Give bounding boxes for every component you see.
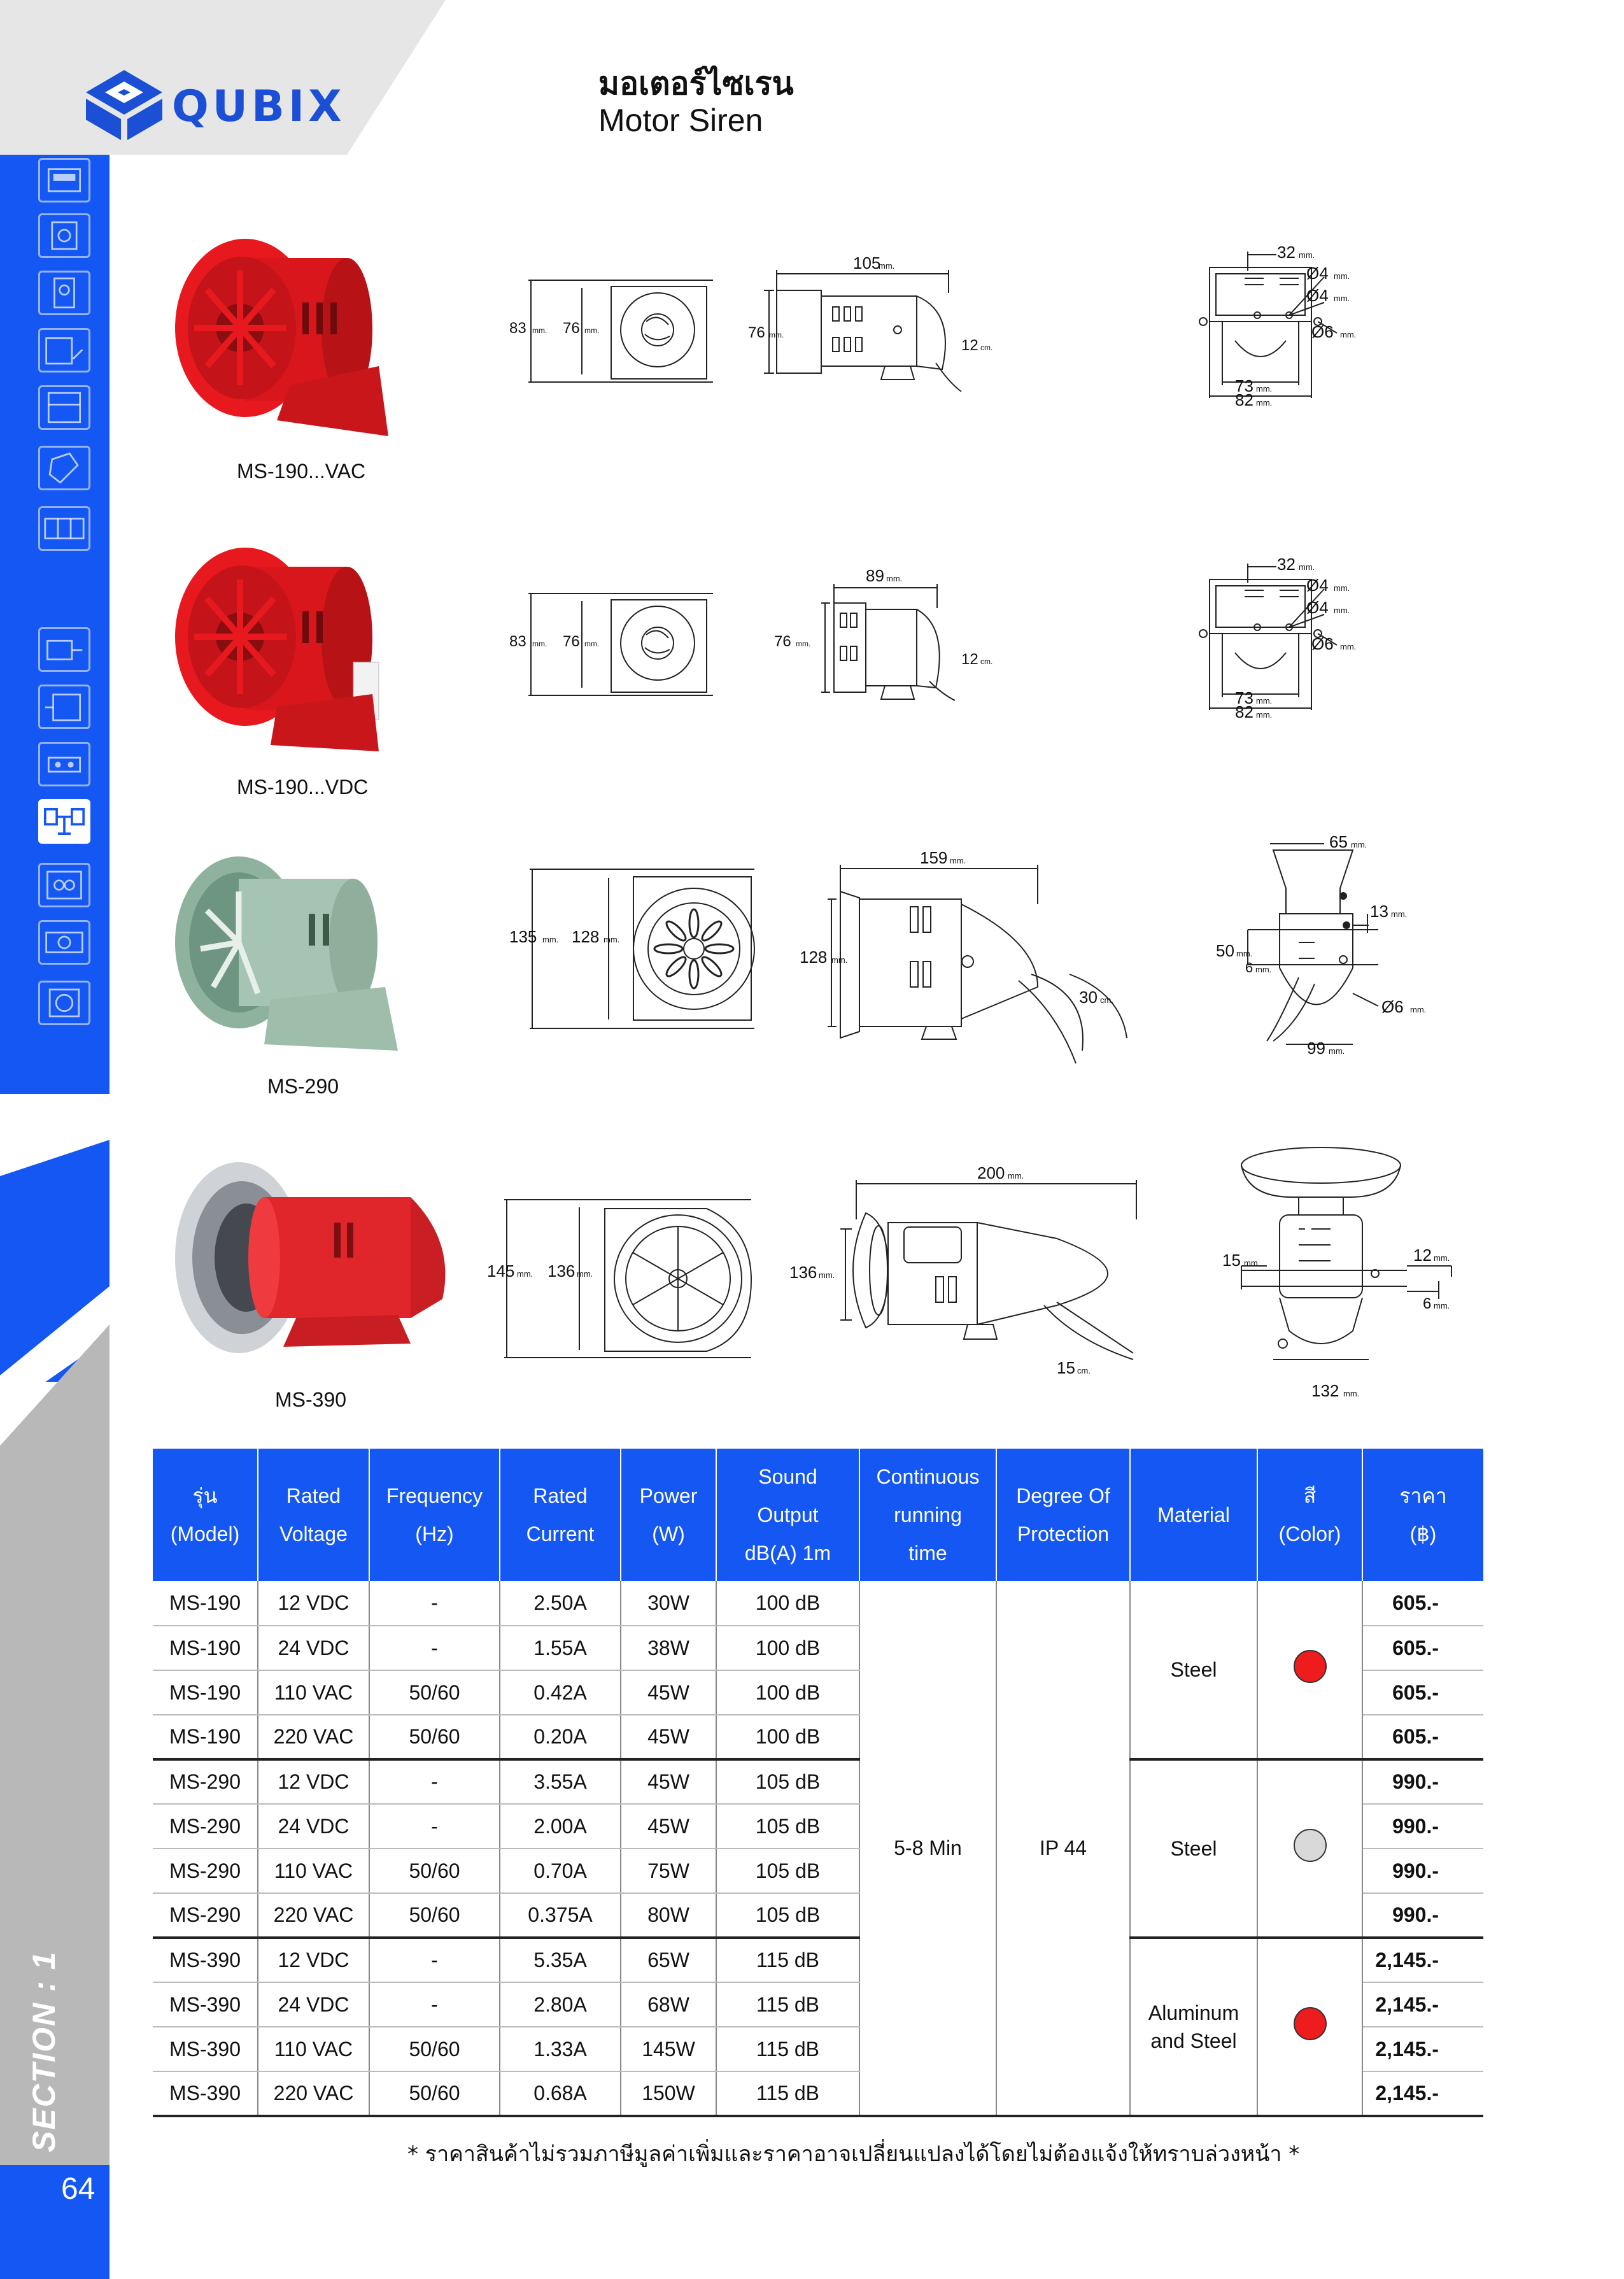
sidebar-relay-icon[interactable] <box>38 385 90 430</box>
ms-190-vdc-side-drawing <box>774 566 1006 716</box>
sidebar-timer-icon[interactable] <box>38 920 90 965</box>
power-cell: 145W <box>621 2027 716 2071</box>
price-cell: 2,145.- <box>1362 1982 1483 2027</box>
sound-cell: 100 dB <box>716 1581 859 1626</box>
price-cell: 605.- <box>1362 1581 1483 1626</box>
svg-text:mm.: mm. <box>1391 909 1408 919</box>
svg-text:89: 89 <box>866 566 884 585</box>
sound-cell: 115 dB <box>716 2071 859 2116</box>
voltage-cell: 220 VAC <box>258 2071 369 2116</box>
current-cell: 0.375A <box>500 1893 621 1938</box>
frequency-cell: - <box>369 1982 500 2027</box>
dim-height-outer: 83 <box>509 320 526 337</box>
protection-cell: IP 44 <box>996 1581 1130 2116</box>
power-cell: 75W <box>621 1849 716 1893</box>
sidebar-breaker-icon[interactable] <box>38 446 90 490</box>
svg-text:Ø4: Ø4 <box>1306 598 1329 617</box>
color-cell <box>1257 1938 1362 2116</box>
voltage-cell: 12 VDC <box>258 1759 369 1804</box>
svg-text:mm.: mm. <box>577 1269 593 1279</box>
ms-190-vdc-mount-drawing <box>1197 551 1401 726</box>
sidebar-limit-switch-icon[interactable] <box>38 685 90 729</box>
header-sound: Sound Output dB(A) 1m <box>716 1449 859 1581</box>
running-time-cell: 5-8 Min <box>859 1581 996 2116</box>
voltage-cell: 220 VAC <box>258 1893 369 1938</box>
svg-text:12: 12 <box>1413 1246 1432 1265</box>
voltage-cell: 12 VDC <box>258 1938 369 1982</box>
voltage-cell: 220 VAC <box>258 1715 369 1759</box>
model-cell: MS-290 <box>153 1804 258 1849</box>
current-cell: 2.80A <box>500 1982 621 2027</box>
svg-text:6: 6 <box>1423 1295 1432 1312</box>
product-caption: MS-190...VAC <box>237 460 366 483</box>
dim-cable: 12 <box>961 337 978 354</box>
current-cell: 1.55A <box>500 1626 621 1670</box>
material-cell: Steel <box>1130 1581 1257 1759</box>
svg-text:128: 128 <box>572 927 600 946</box>
header-price: ราคา (฿) <box>1362 1449 1483 1581</box>
svg-text:mm.: mm. <box>1334 271 1350 281</box>
svg-text:mm.: mm. <box>1334 606 1350 615</box>
ms-290-side-drawing <box>789 848 1146 1095</box>
sidebar-meter-icon[interactable] <box>38 158 90 202</box>
product-caption: MS-290 <box>267 1075 339 1098</box>
svg-text:Ø4: Ø4 <box>1306 576 1329 595</box>
ms-190-vac-side-drawing <box>748 253 1006 408</box>
header-color: สี (Color) <box>1257 1449 1362 1581</box>
model-cell: MS-290 <box>153 1849 258 1893</box>
svg-text:cm.: cm. <box>980 657 993 666</box>
price-cell: 2,145.- <box>1362 1938 1483 1982</box>
voltage-cell: 110 VAC <box>258 1670 369 1715</box>
svg-text:128: 128 <box>800 948 828 967</box>
table-row <box>153 1759 1483 1804</box>
color-cell <box>1257 1581 1362 1759</box>
svg-text:Ø6: Ø6 <box>1311 634 1334 653</box>
current-cell: 5.35A <box>500 1938 621 1982</box>
power-cell: 150W <box>621 2071 716 2116</box>
svg-text:32: 32 <box>1277 555 1296 574</box>
svg-text:76: 76 <box>563 633 580 650</box>
svg-text:cm.: cm. <box>980 343 993 352</box>
power-cell: 45W <box>621 1715 716 1759</box>
sidebar-switch-icon[interactable] <box>38 271 90 315</box>
price-cell: 990.- <box>1362 1893 1483 1938</box>
price-cell: 605.- <box>1362 1715 1483 1759</box>
sound-cell: 105 dB <box>716 1849 859 1893</box>
model-cell: MS-390 <box>153 1938 258 1982</box>
svg-text:mm.: mm. <box>1334 583 1350 593</box>
current-cell: 0.20A <box>500 1715 621 1759</box>
svg-text:13: 13 <box>1370 902 1388 921</box>
current-cell: 2.00A <box>500 1804 621 1849</box>
power-cell: 45W <box>621 1759 716 1804</box>
color-swatch-icon <box>1294 1650 1327 1683</box>
svg-text:mm.: mm. <box>584 639 600 648</box>
ms-190-vdc-photo <box>169 541 404 758</box>
color-swatch-icon <box>1294 1829 1327 1862</box>
sidebar-outlet-icon[interactable] <box>38 863 90 907</box>
sound-cell: 115 dB <box>716 1938 859 1982</box>
svg-text:mm.: mm. <box>886 574 903 583</box>
frequency-cell: 50/60 <box>369 1715 500 1759</box>
svg-text:82: 82 <box>1235 390 1253 409</box>
dim-top: 32 <box>1277 243 1296 262</box>
svg-text:mm.: mm. <box>584 326 600 335</box>
frequency-cell: 50/60 <box>369 2027 500 2071</box>
svg-text:12: 12 <box>961 651 978 668</box>
svg-text:mm.: mm. <box>532 639 547 648</box>
sound-cell: 100 dB <box>716 1715 859 1759</box>
svg-text:6: 6 <box>1245 960 1253 976</box>
svg-text:mm.: mm. <box>1256 696 1273 706</box>
svg-text:mm.: mm. <box>1255 965 1272 974</box>
ms-190-vac-photo <box>169 232 404 443</box>
svg-text:15: 15 <box>1222 1251 1241 1270</box>
ms-190-vdc-front-drawing <box>509 581 726 708</box>
color-cell <box>1257 1759 1362 1938</box>
ms-190-vac-mount-drawing <box>1197 239 1401 414</box>
header-material: Material <box>1130 1449 1257 1581</box>
svg-text:mm.: mm. <box>879 261 895 271</box>
svg-text:mm.: mm. <box>769 330 784 339</box>
model-cell: MS-390 <box>153 1982 258 2027</box>
sidebar-socket-icon[interactable] <box>38 213 90 258</box>
power-cell: 65W <box>621 1938 716 1982</box>
frequency-cell: 50/60 <box>369 1670 500 1715</box>
ms-290-mount-drawing <box>1210 831 1483 1086</box>
dim-height-inner: 76 <box>563 320 580 337</box>
model-cell: MS-390 <box>153 2071 258 2116</box>
svg-text:50: 50 <box>1216 941 1234 960</box>
power-cell: 30W <box>621 1581 716 1626</box>
svg-text:136: 136 <box>547 1261 575 1281</box>
sound-cell: 105 dB <box>716 1759 859 1804</box>
ms-290-front-drawing <box>509 863 777 1041</box>
voltage-cell: 12 VDC <box>258 1581 369 1626</box>
svg-text:mm.: mm. <box>831 955 848 965</box>
price-cell: 605.- <box>1362 1670 1483 1715</box>
svg-text:Ø6: Ø6 <box>1381 997 1404 1016</box>
current-cell: 3.55A <box>500 1759 621 1804</box>
sound-cell: 100 dB <box>716 1626 859 1670</box>
ms-390-side-drawing <box>777 1163 1159 1391</box>
svg-text:mm.: mm. <box>1340 330 1357 339</box>
spec-table <box>153 1449 1483 2117</box>
svg-text:cm.: cm. <box>1077 1366 1091 1375</box>
svg-text:mm.: mm. <box>542 935 559 944</box>
svg-text:mm.: mm. <box>1334 294 1350 303</box>
voltage-cell: 24 VDC <box>258 1626 369 1670</box>
model-cell: MS-190 <box>153 1715 258 1759</box>
frequency-cell: - <box>369 1759 500 1804</box>
material-cell: Aluminum and Steel <box>1130 1938 1257 2116</box>
sound-cell: 105 dB <box>716 1804 859 1849</box>
svg-text:mm.: mm. <box>532 326 547 335</box>
sidebar-connector-icon[interactable] <box>38 742 90 786</box>
sound-cell: 100 dB <box>716 1670 859 1715</box>
svg-text:mm.: mm. <box>1340 642 1357 651</box>
svg-text:mm.: mm. <box>1256 384 1273 394</box>
price-cell: 605.- <box>1362 1626 1483 1670</box>
frequency-cell: - <box>369 1581 500 1626</box>
price-cell: 990.- <box>1362 1849 1483 1893</box>
table-row <box>153 1938 1483 1982</box>
svg-text:mm.: mm. <box>1299 562 1315 572</box>
svg-text:cm.: cm. <box>1100 995 1113 1005</box>
frequency-cell: 50/60 <box>369 1849 500 1893</box>
sound-cell: 115 dB <box>716 1982 859 2027</box>
power-cell: 68W <box>621 1982 716 2027</box>
svg-text:mm.: mm. <box>1329 1046 1345 1056</box>
svg-text:73: 73 <box>1235 376 1253 395</box>
ms-390-mount-drawing <box>1203 1140 1496 1407</box>
svg-text:99: 99 <box>1307 1039 1325 1058</box>
svg-text:mm.: mm. <box>1410 1005 1427 1014</box>
sidebar-sensor-icon[interactable] <box>38 627 90 672</box>
svg-text:mm.: mm. <box>604 935 620 944</box>
header-protection: Degree Of Protection <box>996 1449 1130 1581</box>
model-cell: MS-390 <box>153 2027 258 2071</box>
frequency-cell: 50/60 <box>369 2071 500 2116</box>
svg-text:Ø4: Ø4 <box>1306 264 1329 283</box>
current-cell: 1.33A <box>500 2027 621 2071</box>
voltage-cell: 24 VDC <box>258 1804 369 1849</box>
svg-text:83: 83 <box>509 633 526 650</box>
current-cell: 0.70A <box>500 1849 621 1893</box>
svg-text:136: 136 <box>789 1263 817 1282</box>
svg-text:mm.: mm. <box>1236 949 1253 958</box>
power-cell: 80W <box>621 1893 716 1938</box>
dim-height: 76 <box>748 324 765 341</box>
svg-text:159: 159 <box>920 848 948 867</box>
svg-text:mm.: mm. <box>1256 710 1273 720</box>
power-cell: 38W <box>621 1626 716 1670</box>
svg-text:mm.: mm. <box>1244 1258 1260 1268</box>
svg-text:30: 30 <box>1079 988 1098 1007</box>
ms-390-front-drawing <box>484 1191 764 1369</box>
svg-text:73: 73 <box>1235 688 1253 707</box>
svg-text:Ø4: Ø4 <box>1306 286 1329 305</box>
header-running-time: Continuous running time <box>859 1449 996 1581</box>
power-cell: 45W <box>621 1670 716 1715</box>
svg-text:mm.: mm. <box>1434 1253 1450 1263</box>
sidebar-plug-icon[interactable] <box>38 981 90 1025</box>
svg-text:65: 65 <box>1329 832 1348 851</box>
sidebar-terminal-icon[interactable] <box>38 506 90 551</box>
page-number: 64 <box>61 2172 95 2206</box>
product-caption: MS-190...VDC <box>237 776 369 799</box>
current-cell: 0.42A <box>500 1670 621 1715</box>
price-cell: 2,145.- <box>1362 2071 1483 2116</box>
voltage-cell: 110 VAC <box>258 1849 369 1893</box>
frequency-cell: - <box>369 1626 500 1670</box>
svg-text:mm.: mm. <box>1351 840 1367 849</box>
voltage-cell: 110 VAC <box>258 2027 369 2071</box>
page-title-thai: มอเตอร์ไซเรน <box>598 65 794 102</box>
header-current: Rated Current <box>500 1449 621 1581</box>
sound-cell: 105 dB <box>716 1893 859 1938</box>
frequency-cell: - <box>369 1938 500 1982</box>
page-title-english: Motor Siren <box>598 103 763 138</box>
header-power: Power (W) <box>621 1449 716 1581</box>
svg-text:mm.: mm. <box>1008 1171 1024 1181</box>
model-cell: MS-190 <box>153 1581 258 1626</box>
model-cell: MS-290 <box>153 1893 258 1938</box>
svg-text:15: 15 <box>1057 1358 1075 1377</box>
material-cell: Steel <box>1130 1759 1257 1938</box>
svg-text:mm.: mm. <box>1434 1301 1450 1310</box>
svg-text:mm.: mm. <box>950 856 966 865</box>
header-voltage: Rated Voltage <box>258 1449 369 1581</box>
current-cell: 0.68A <box>500 2071 621 2116</box>
svg-text:mm.: mm. <box>1256 398 1273 408</box>
current-cell: 2.50A <box>500 1581 621 1626</box>
header-model: รุ่น (Model) <box>153 1449 258 1581</box>
price-cell: 990.- <box>1362 1804 1483 1849</box>
sidebar-contactor-icon[interactable] <box>38 328 90 373</box>
svg-text:132: 132 <box>1311 1381 1339 1400</box>
frequency-cell: 50/60 <box>369 1893 500 1938</box>
dim-length: 105 <box>853 253 881 273</box>
svg-text:Ø6: Ø6 <box>1311 322 1334 341</box>
model-cell: MS-190 <box>153 1626 258 1670</box>
model-cell: MS-290 <box>153 1759 258 1804</box>
ms-190-vac-front-drawing <box>509 267 726 395</box>
svg-text:145: 145 <box>487 1261 515 1281</box>
table-header-row <box>153 1449 1483 1581</box>
svg-text:82: 82 <box>1235 702 1253 721</box>
product-caption: MS-390 <box>275 1388 347 1411</box>
svg-text:200: 200 <box>977 1163 1005 1182</box>
svg-text:mm.: mm. <box>819 1270 835 1280</box>
svg-text:135: 135 <box>509 927 537 946</box>
color-swatch-icon <box>1294 2007 1327 2040</box>
svg-text:76: 76 <box>774 633 791 650</box>
table-row <box>153 1581 1483 1626</box>
frequency-cell: - <box>369 1804 500 1849</box>
price-cell: 2,145.- <box>1362 2027 1483 2071</box>
power-cell: 45W <box>621 1804 716 1849</box>
price-footnote: * ราคาสินค้าไม่รวมภาษีมูลค่าเพิ่มและราคาอาจเปลี่ยนแปลงได้โดยไม่ต้องแจ้งให้ทราบล่วงหน้า * <box>407 2141 1300 2167</box>
ms-390-photo <box>169 1153 462 1369</box>
sidebar-siren-icon[interactable] <box>38 799 90 844</box>
voltage-cell: 24 VDC <box>258 1982 369 2027</box>
header-frequency: Frequency (Hz) <box>369 1449 500 1581</box>
svg-text:mm.: mm. <box>517 1269 533 1279</box>
model-cell: MS-190 <box>153 1670 258 1715</box>
svg-text:mm.: mm. <box>1299 250 1315 260</box>
svg-text:mm.: mm. <box>1343 1389 1360 1398</box>
price-cell: 990.- <box>1362 1759 1483 1804</box>
svg-text:mm.: mm. <box>796 639 811 648</box>
section-label: SECTION : 1 <box>26 1950 62 2152</box>
brand-name: QUBIX <box>172 82 346 132</box>
sound-cell: 115 dB <box>716 2027 859 2071</box>
ms-290-photo <box>169 853 423 1063</box>
